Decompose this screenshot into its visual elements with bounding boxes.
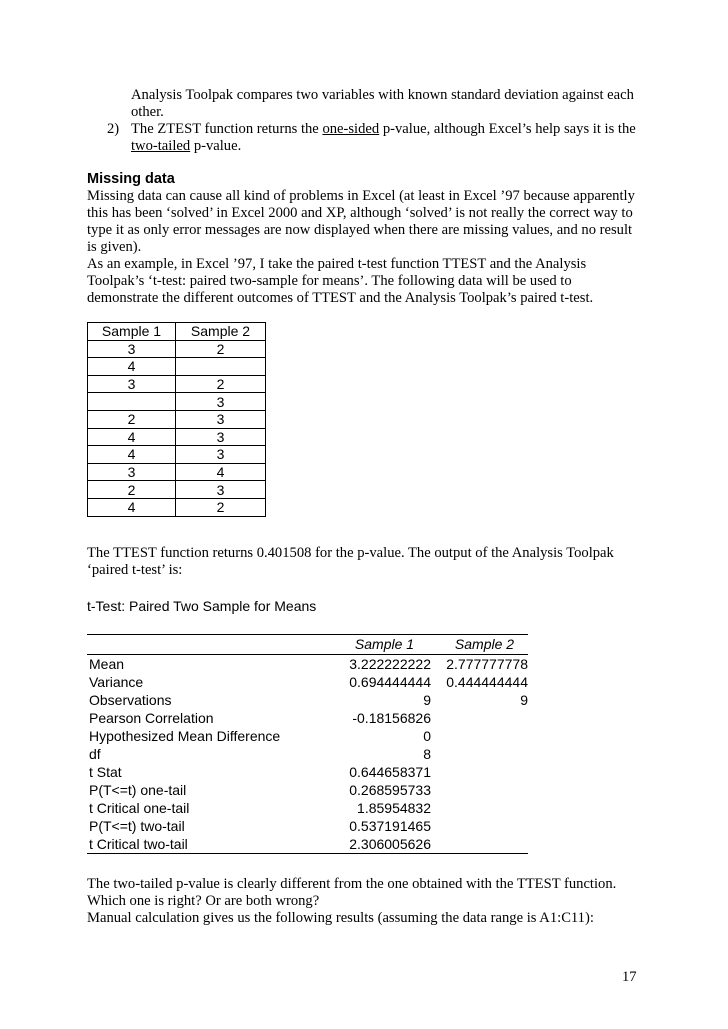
table-row [88,410,266,428]
paragraph-line: Toolpak’s ‘t-test: paired two-sample for means’. The following data will be used to [87,273,572,289]
table-header-row [88,323,266,341]
sample-1-value: 8 [423,746,431,762]
sample-2-value [431,709,528,727]
row-label: Hypothesized Mean Difference [89,728,281,744]
sample-1-value: 2.306005626 [349,836,431,852]
sample-1-value: 9 [423,692,431,708]
paragraph-line: ‘paired t-test’ is: [87,562,183,578]
row-label: Variance [89,674,144,690]
sample-2-value [431,727,528,745]
list-item-2-line-2: two-tailed p-value. [131,138,242,154]
paragraph-line: Manual calculation gives us the following results (assuming the data range is A1:C11): [87,910,594,926]
sample-1-value: 3.222222222 [349,656,431,672]
paragraph-line: type it as only error messages are now displayed when there are missing values, and no result [87,222,633,238]
table-cell: 2 [176,498,266,516]
list-item-1-line-1: Analysis Toolpak compares two variables with known standard deviation against each [131,87,634,103]
paragraph-line: The two-tailed p-value is clearly different from the one obtained with the TTEST function. [87,876,617,892]
list-item-1-line-2: other. [131,104,164,120]
table-row [88,375,266,393]
table-row [87,781,528,799]
ttest-output-table [87,634,528,854]
sample-2-value [431,745,528,763]
table-row [88,428,266,446]
paragraph-line: The TTEST function returns 0.401508 for the p-value. The output of the Analysis Toolpak [87,545,614,561]
sample-2-value [431,763,528,781]
table-cell: 3 [176,410,266,428]
sample-1-value: 1.85954832 [357,800,431,816]
sample-1-value: -0.18156826 [352,710,431,726]
table-row [87,745,528,763]
table-cell [176,358,266,376]
paragraph-line: this has been ‘solved’ in Excel 2000 and XP, although ‘solved’ is not really the correct way to [87,205,633,221]
sample-2-value: 9 [520,692,528,708]
column-header: Sample 2 [454,636,515,652]
two-tailed-term: two-tailed [131,138,191,154]
table-cell: 4 [176,463,266,481]
table-row [88,340,266,358]
paragraph-line: Which one is right? Or are both wrong? [87,893,320,909]
table-row [87,727,528,745]
table-row [87,835,528,854]
paragraph-line: demonstrate the different outcomes of TTEST and the Analysis Toolpak’s paired t-test. [87,290,594,306]
sample-2-value [431,781,528,799]
table-row [87,817,528,835]
column-header: Sample 1 [354,636,415,652]
table-header-row [87,635,528,655]
table-row [88,446,266,464]
table-row [88,393,266,411]
page-number: 17 [622,969,637,985]
one-sided-term: one-sided [322,121,380,137]
table-cell: 3 [176,428,266,446]
table-cell: 3 [88,375,176,393]
table-cell: 3 [88,340,176,358]
table-cell: 2 [88,481,176,499]
table-row [88,463,266,481]
list-item-2-number: 2) [107,121,120,137]
table-cell: 2 [176,340,266,358]
table-cell: 2 [176,375,266,393]
table-cell: 2 [88,410,176,428]
section-heading: Missing data [87,171,175,187]
row-label: Mean [89,656,125,672]
row-label: t Critical one-tail [89,800,190,816]
table-row [87,709,528,727]
table-cell: 3 [176,481,266,499]
table-row [88,358,266,376]
column-header: Sample 2 [176,323,266,341]
paragraph-line: As an example, in Excel ’97, I take the paired t-test function TTEST and the Analysis [87,256,587,272]
table-row [87,799,528,817]
table-cell: 3 [176,393,266,411]
table-row [87,691,528,709]
sample-1-value: 0 [423,728,431,744]
sample-2-value: 0.444444444 [446,674,528,690]
table-row [87,655,528,673]
table-cell [88,393,176,411]
table-row [88,481,266,499]
table-cell: 4 [88,428,176,446]
row-label: Observations [89,692,172,708]
table-cell: 4 [88,498,176,516]
row-label: P(T<=t) two-tail [89,818,185,834]
sample-2-value [431,835,528,853]
sample-1-value: 0.644658371 [349,764,431,780]
row-label: t Stat [89,764,122,780]
table-cell: 4 [88,446,176,464]
ttest-output-title: t-Test: Paired Two Sample for Means [87,598,317,614]
sample-1-value: 0.537191465 [349,818,431,834]
row-label: Pearson Correlation [89,710,214,726]
table-row [88,498,266,516]
list-item-2-line-1: The ZTEST function returns the one-sided p-value, although Excel’s help says it is the [131,121,636,137]
sample-2-value [431,817,528,835]
sample-2-value: 2.777777778 [446,656,528,672]
row-label: df [89,746,101,762]
sample-2-value [431,799,528,817]
row-label: t Critical two-tail [89,836,188,852]
column-header: Sample 1 [88,323,176,341]
table-row [87,763,528,781]
sample-1-value: 0.694444444 [349,674,431,690]
paragraph-line: is given). [87,239,142,255]
table-cell: 3 [176,446,266,464]
paragraph-line: Missing data can cause all kind of problems in Excel (at least in Excel ’97 because apparently [87,188,635,204]
table-cell: 3 [88,463,176,481]
sample-1-value: 0.268595733 [349,782,431,798]
table-cell: 4 [88,358,176,376]
row-label: P(T<=t) one-tail [89,782,187,798]
sample-data-table [87,322,266,517]
table-row [87,673,528,691]
